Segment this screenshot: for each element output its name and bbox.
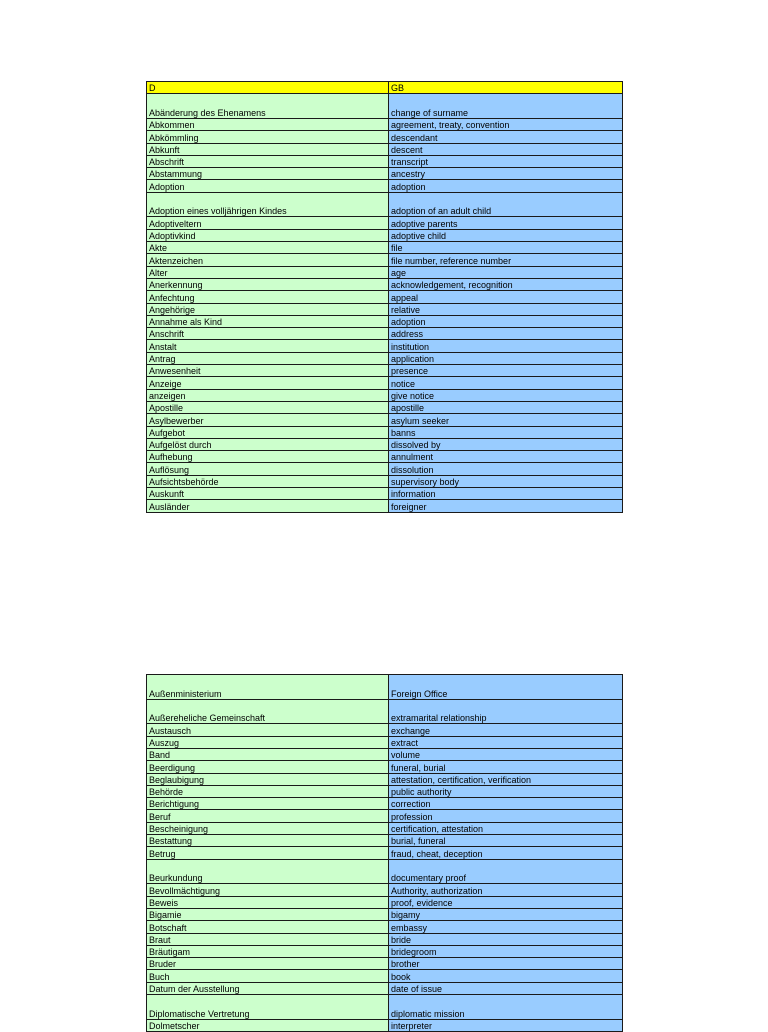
english-term: attestation, certification, verification bbox=[389, 773, 623, 785]
table-row bbox=[147, 401, 623, 413]
german-term: Bescheinigung bbox=[147, 822, 389, 834]
german-term: Aufgelöst durch bbox=[147, 438, 389, 450]
german-term: Anfechtung bbox=[147, 291, 389, 303]
german-term: anzeigen bbox=[147, 389, 389, 401]
english-term: agreement, treaty, convention bbox=[389, 118, 623, 130]
german-term: Adoption eines volljährigen Kindes bbox=[147, 192, 389, 217]
english-term: adoption bbox=[389, 180, 623, 192]
table-row bbox=[147, 242, 623, 254]
german-term: Beruf bbox=[147, 810, 389, 822]
english-term: extract bbox=[389, 736, 623, 748]
german-term: Buch bbox=[147, 970, 389, 982]
table-row bbox=[147, 365, 623, 377]
english-term: volume bbox=[389, 748, 623, 760]
table-row bbox=[147, 155, 623, 167]
english-term: interpreter bbox=[389, 1019, 623, 1031]
german-term: Abstammung bbox=[147, 168, 389, 180]
english-term: descent bbox=[389, 143, 623, 155]
english-term: annulment bbox=[389, 451, 623, 463]
table-row bbox=[147, 340, 623, 352]
table-row bbox=[147, 303, 623, 315]
english-term: appeal bbox=[389, 291, 623, 303]
english-term: supervisory body bbox=[389, 475, 623, 487]
table-row bbox=[147, 699, 623, 724]
german-term: Bigamie bbox=[147, 908, 389, 920]
german-term: Annahme als Kind bbox=[147, 315, 389, 327]
table-row bbox=[147, 970, 623, 982]
english-term: exchange bbox=[389, 724, 623, 736]
table-row bbox=[147, 736, 623, 748]
table-row bbox=[147, 896, 623, 908]
english-term: diplomatic mission bbox=[389, 995, 623, 1020]
english-term: acknowledgement, recognition bbox=[389, 278, 623, 290]
table-row bbox=[147, 884, 623, 896]
german-term: Adoptivkind bbox=[147, 229, 389, 241]
german-term: Abänderung des Ehenamens bbox=[147, 94, 389, 119]
german-term: Adoptiveltern bbox=[147, 217, 389, 229]
english-term: apostille bbox=[389, 401, 623, 413]
german-term: Adoption bbox=[147, 180, 389, 192]
german-term: Austausch bbox=[147, 724, 389, 736]
english-term: Foreign Office bbox=[389, 675, 623, 700]
english-term: burial, funeral bbox=[389, 835, 623, 847]
german-term: Dolmetscher bbox=[147, 1019, 389, 1031]
table-row bbox=[147, 798, 623, 810]
english-term: proof, evidence bbox=[389, 896, 623, 908]
german-term: Anerkennung bbox=[147, 278, 389, 290]
english-term: book bbox=[389, 970, 623, 982]
english-term: adoptive child bbox=[389, 229, 623, 241]
table-row bbox=[147, 291, 623, 303]
table-row bbox=[147, 785, 623, 797]
table-row bbox=[147, 94, 623, 119]
table-row bbox=[147, 995, 623, 1020]
english-term: banns bbox=[389, 426, 623, 438]
german-term: Anwesenheit bbox=[147, 365, 389, 377]
table-row bbox=[147, 217, 623, 229]
german-term: Bestattung bbox=[147, 835, 389, 847]
german-term: Anstalt bbox=[147, 340, 389, 352]
table-row bbox=[147, 168, 623, 180]
glossary-table-1 bbox=[146, 81, 623, 513]
english-term: asylum seeker bbox=[389, 414, 623, 426]
german-term: Aufgebot bbox=[147, 426, 389, 438]
german-term: Datum der Ausstellung bbox=[147, 982, 389, 994]
german-term: Auflösung bbox=[147, 463, 389, 475]
table-row bbox=[147, 438, 623, 450]
table-row bbox=[147, 958, 623, 970]
table-row bbox=[147, 377, 623, 389]
table-row bbox=[147, 143, 623, 155]
german-term: Beurkundung bbox=[147, 859, 389, 884]
english-term: date of issue bbox=[389, 982, 623, 994]
english-term: bridegroom bbox=[389, 945, 623, 957]
table-row bbox=[147, 773, 623, 785]
header-row bbox=[147, 82, 623, 94]
german-term: Außereheliche Gemeinschaft bbox=[147, 699, 389, 724]
table-row bbox=[147, 426, 623, 438]
table-row bbox=[147, 847, 623, 859]
table-row bbox=[147, 266, 623, 278]
table-row bbox=[147, 414, 623, 426]
german-term: Aktenzeichen bbox=[147, 254, 389, 266]
german-term: Auszug bbox=[147, 736, 389, 748]
german-term: Aufsichtsbehörde bbox=[147, 475, 389, 487]
german-term: Außenministerium bbox=[147, 675, 389, 700]
table-row bbox=[147, 451, 623, 463]
german-term: Asylbewerber bbox=[147, 414, 389, 426]
german-term: Beweis bbox=[147, 896, 389, 908]
english-term: certification, attestation bbox=[389, 822, 623, 834]
german-term: Anzeige bbox=[147, 377, 389, 389]
english-term: embassy bbox=[389, 921, 623, 933]
german-term: Beglaubigung bbox=[147, 773, 389, 785]
english-term: relative bbox=[389, 303, 623, 315]
table-row bbox=[147, 945, 623, 957]
table-row bbox=[147, 724, 623, 736]
english-term: public authority bbox=[389, 785, 623, 797]
english-term: adoptive parents bbox=[389, 217, 623, 229]
german-term: Abkunft bbox=[147, 143, 389, 155]
english-term: extramarital relationship bbox=[389, 699, 623, 724]
german-term: Angehörige bbox=[147, 303, 389, 315]
german-term: Braut bbox=[147, 933, 389, 945]
table-row bbox=[147, 315, 623, 327]
table-row bbox=[147, 463, 623, 475]
english-term: presence bbox=[389, 365, 623, 377]
german-term: Abkömmling bbox=[147, 131, 389, 143]
german-term: Botschaft bbox=[147, 921, 389, 933]
german-term: Beerdigung bbox=[147, 761, 389, 773]
english-term: descendant bbox=[389, 131, 623, 143]
german-term: Bräutigam bbox=[147, 945, 389, 957]
table-row bbox=[147, 389, 623, 401]
glossary-table-2-body bbox=[147, 675, 623, 1032]
english-term: application bbox=[389, 352, 623, 364]
english-term: institution bbox=[389, 340, 623, 352]
german-term: Bruder bbox=[147, 958, 389, 970]
english-term: fraud, cheat, deception bbox=[389, 847, 623, 859]
table-row bbox=[147, 131, 623, 143]
glossary-table-1-body bbox=[147, 82, 623, 513]
english-term: bigamy bbox=[389, 908, 623, 920]
table-row bbox=[147, 475, 623, 487]
english-term: adoption bbox=[389, 315, 623, 327]
german-term: Diplomatische Vertretung bbox=[147, 995, 389, 1020]
english-term: notice bbox=[389, 377, 623, 389]
glossary-table-2 bbox=[146, 674, 623, 1032]
header-english: GB bbox=[389, 82, 623, 94]
table-row bbox=[147, 229, 623, 241]
german-term: Antrag bbox=[147, 352, 389, 364]
table-row bbox=[147, 254, 623, 266]
english-term: profession bbox=[389, 810, 623, 822]
english-term: bride bbox=[389, 933, 623, 945]
table-row bbox=[147, 352, 623, 364]
german-term: Berichtigung bbox=[147, 798, 389, 810]
german-term: Auskunft bbox=[147, 487, 389, 499]
german-term: Band bbox=[147, 748, 389, 760]
table-row bbox=[147, 933, 623, 945]
table-row bbox=[147, 328, 623, 340]
english-term: ancestry bbox=[389, 168, 623, 180]
table-row bbox=[147, 921, 623, 933]
table-row bbox=[147, 487, 623, 499]
german-term: Apostille bbox=[147, 401, 389, 413]
table-row bbox=[147, 982, 623, 994]
english-term: documentary proof bbox=[389, 859, 623, 884]
table-row bbox=[147, 859, 623, 884]
table-row bbox=[147, 822, 623, 834]
german-term: Akte bbox=[147, 242, 389, 254]
table-row bbox=[147, 1019, 623, 1031]
german-term: Behörde bbox=[147, 785, 389, 797]
table-row bbox=[147, 192, 623, 217]
english-term: foreigner bbox=[389, 500, 623, 512]
table-row bbox=[147, 810, 623, 822]
german-term: Aufhebung bbox=[147, 451, 389, 463]
english-term: information bbox=[389, 487, 623, 499]
table-row bbox=[147, 500, 623, 512]
table-row bbox=[147, 908, 623, 920]
table-row bbox=[147, 180, 623, 192]
english-term: dissolution bbox=[389, 463, 623, 475]
table-row bbox=[147, 748, 623, 760]
table-row bbox=[147, 278, 623, 290]
table-row bbox=[147, 118, 623, 130]
english-term: address bbox=[389, 328, 623, 340]
english-term: give notice bbox=[389, 389, 623, 401]
english-term: adoption of an adult child bbox=[389, 192, 623, 217]
english-term: correction bbox=[389, 798, 623, 810]
english-term: funeral, burial bbox=[389, 761, 623, 773]
english-term: brother bbox=[389, 958, 623, 970]
german-term: Anschrift bbox=[147, 328, 389, 340]
english-term: file bbox=[389, 242, 623, 254]
english-term: dissolved by bbox=[389, 438, 623, 450]
german-term: Abschrift bbox=[147, 155, 389, 167]
english-term: age bbox=[389, 266, 623, 278]
german-term: Ausländer bbox=[147, 500, 389, 512]
table-row bbox=[147, 761, 623, 773]
german-term: Bevollmächtigung bbox=[147, 884, 389, 896]
english-term: Authority, authorization bbox=[389, 884, 623, 896]
english-term: transcript bbox=[389, 155, 623, 167]
table-row bbox=[147, 675, 623, 700]
german-term: Alter bbox=[147, 266, 389, 278]
english-term: file number, reference number bbox=[389, 254, 623, 266]
german-term: Abkommen bbox=[147, 118, 389, 130]
german-term: Betrug bbox=[147, 847, 389, 859]
header-german: D bbox=[147, 82, 389, 94]
english-term: change of surname bbox=[389, 94, 623, 119]
table-row bbox=[147, 835, 623, 847]
